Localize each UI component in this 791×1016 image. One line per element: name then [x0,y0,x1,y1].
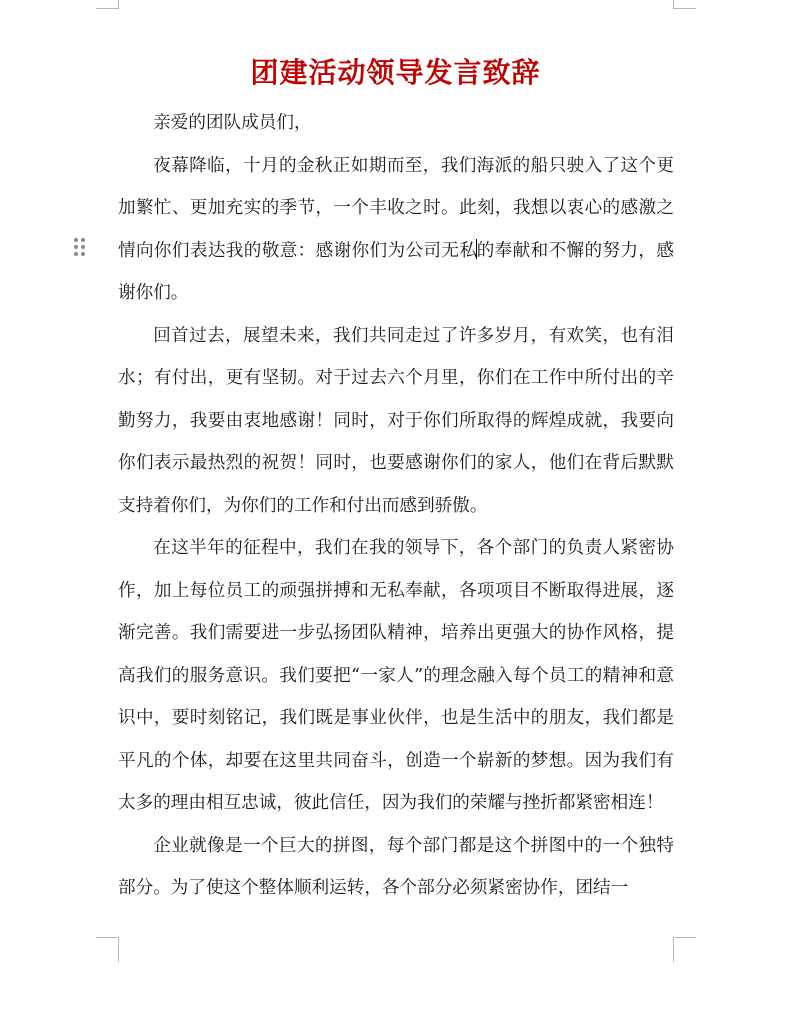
greeting-paragraph[interactable]: 亲爱的团队成员们， [153,113,312,133]
document-title[interactable]: 团建活动领导发言致辞 [250,55,541,89]
paragraph-3[interactable]: 在这半年的征程中，我们在我的领导下，各个部门的负责人紧密协作，加上每位员工的顽强拼搏和无私奉献，各项项目不断取得进展，逐渐完善。我们需要进一步弘扬团队精神，培养出更强大的协作风格，提高我们的服务意识。我们要把“一家人”的理念融入每个员工的精神和意识中，要时刻铭记，我们既是事业伙伴，也是生活中的朋友，我们都是平凡的个体，却要在这里共同奋斗，创造一个崭新的梦想。因为我们有太多的理由相互忠诚，彼此信任，因为我们的荣耀与挫折都紧密相连！ [118,538,674,813]
crop-mark-top-right [673,0,696,9]
drag-handle-dots-icon[interactable] [73,238,87,258]
crop-mark-bottom-left [96,937,119,962]
paragraph-2[interactable]: 回首过去，展望未来，我们共同走过了许多岁月，有欢笑，也有泪水；有付出，更有坚韧。对于过去六个月里，你们在工作中所付出的辛勤努力，我要由衷地感谢！同时，对于你们所取得的辉煌成就，我要向你们表示最热烈的祝贺！同时，也要感谢你们的家人，他们在背后默默支持着你们，为你们的工作和付出而感到骄傲。 [118,325,674,516]
paragraph-4[interactable]: 企业就像是一个巨大的拼图，每个部门都是这个拼图中的一个独特部分。为了使这个整体顺利运转，各个部分必须紧密协作，团结一 [118,835,674,898]
paragraph-1[interactable] [118,145,674,315]
crop-mark-top-left [96,0,119,9]
paragraph-1-text-before-caret: 夜幕降临，十月的金秋正如期而至，我们海派的船只驶入了这个更加繁忙、更加充实的季节，一个丰收之时。此刻，我想以衷心的感激之情向你们表达我的敬意：感谢你们为公司无私 [118,155,674,261]
paragraph-1-text-after-caret: 的奉献和不懈的努力，感谢你们。 [118,240,674,303]
document-body[interactable] [118,102,674,910]
crop-mark-bottom-right [673,937,696,962]
